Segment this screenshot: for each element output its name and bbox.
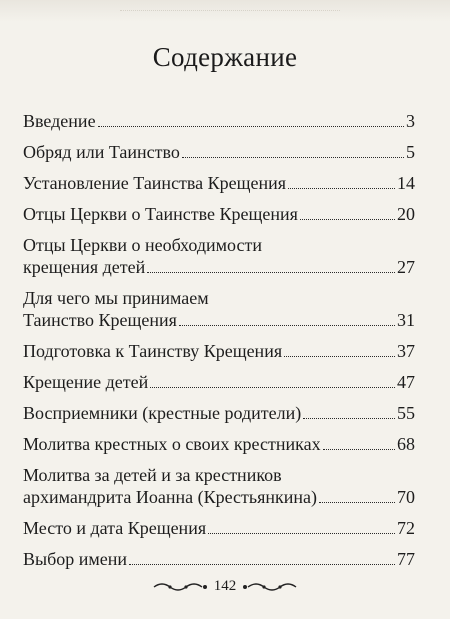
toc-entry-title: Крещение детей bbox=[23, 372, 149, 392]
toc-page-number: 70 bbox=[397, 487, 415, 507]
toc-entry[interactable] bbox=[23, 110, 415, 132]
toc-entry-title: Молитва крестных о своих крестниках bbox=[23, 434, 321, 454]
toc-page-number: 14 bbox=[397, 173, 415, 193]
dot-leader bbox=[150, 373, 395, 388]
toc-entry-title: Введение bbox=[23, 111, 96, 131]
dot-leader bbox=[147, 258, 395, 273]
toc-entry-title: Молитва за детей и за крестников bbox=[23, 465, 282, 485]
toc-page-number: 3 bbox=[406, 111, 415, 131]
toc-page-number: 5 bbox=[406, 142, 415, 162]
toc-entry-title: Установление Таинства Крещения bbox=[23, 173, 287, 193]
toc-page-number: 37 bbox=[397, 341, 415, 361]
page-title: Содержание bbox=[152, 42, 298, 72]
toc-entry[interactable] bbox=[23, 548, 415, 570]
toc-entry-title: Обряд или Таинство bbox=[23, 142, 180, 162]
toc-page-number: 47 bbox=[397, 372, 415, 392]
table-of-contents bbox=[23, 110, 415, 579]
toc-entry-title-cont: Таинство Крещения bbox=[23, 310, 177, 330]
toc-entry[interactable] bbox=[23, 203, 415, 225]
dot-leader bbox=[284, 342, 395, 357]
page-number: 142 bbox=[213, 578, 237, 594]
toc-entry[interactable] bbox=[23, 464, 415, 508]
toc-page-number: 55 bbox=[397, 403, 415, 423]
toc-page-number: 20 bbox=[397, 204, 415, 224]
toc-entry-title-cont: архимандрита Иоанна (Крестьянкина) bbox=[23, 487, 318, 507]
toc-page-number: 68 bbox=[397, 434, 415, 454]
toc-entry[interactable] bbox=[23, 340, 415, 362]
dot-leader bbox=[208, 519, 395, 534]
toc-entry[interactable] bbox=[23, 517, 415, 539]
toc-entry[interactable] bbox=[23, 402, 415, 424]
bleed-through-text bbox=[120, 2, 340, 11]
toc-entry[interactable] bbox=[23, 433, 415, 455]
dot-leader bbox=[303, 404, 395, 419]
toc-entry-title: Подготовка к Таинству Крещения bbox=[23, 341, 283, 361]
dot-leader bbox=[179, 311, 395, 326]
toc-entry-title: Отцы Церкви о необходимости bbox=[23, 235, 262, 255]
toc-page-number: 72 bbox=[397, 518, 415, 538]
toc-page-number: 77 bbox=[397, 549, 415, 569]
toc-entry[interactable] bbox=[23, 371, 415, 393]
toc-entry-title: Для чего мы принимаем bbox=[23, 288, 209, 308]
page-footer bbox=[0, 578, 450, 595]
toc-entry-title: Место и дата Крещения bbox=[23, 518, 207, 538]
toc-entry-title: Восприемники (крестные родители) bbox=[23, 403, 302, 423]
ornament-right-icon bbox=[242, 581, 298, 593]
dot-leader bbox=[182, 143, 404, 158]
toc-entry[interactable] bbox=[23, 234, 415, 278]
toc-entry-title: Отцы Церкви о Таинстве Крещения bbox=[23, 204, 298, 224]
toc-page-number: 27 bbox=[397, 257, 415, 277]
dot-leader bbox=[323, 435, 395, 450]
toc-entry[interactable] bbox=[23, 287, 415, 331]
toc-page-number: 31 bbox=[397, 310, 415, 330]
dot-leader bbox=[129, 550, 395, 565]
toc-entry-title-cont: крещения детей bbox=[23, 257, 146, 277]
toc-entry[interactable] bbox=[23, 172, 415, 194]
dot-leader bbox=[300, 205, 395, 220]
dot-leader bbox=[319, 488, 395, 503]
dot-leader bbox=[98, 112, 404, 127]
dot-leader bbox=[288, 174, 395, 189]
toc-entry-title: Выбор имени bbox=[23, 549, 128, 569]
toc-entry[interactable] bbox=[23, 141, 415, 163]
ornament-left-icon bbox=[152, 581, 208, 593]
